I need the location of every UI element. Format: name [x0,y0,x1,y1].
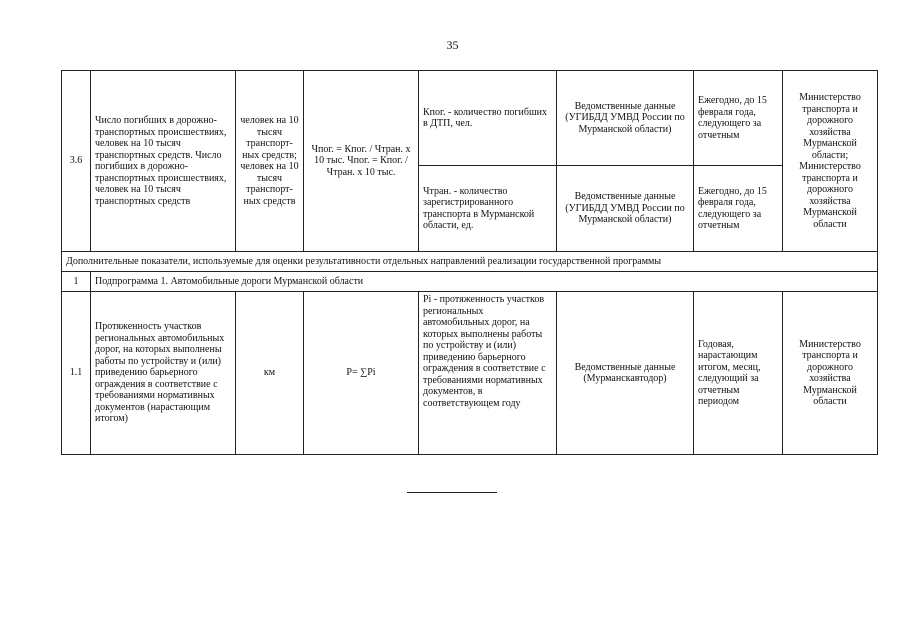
indicator-name: Протяженность участков региональных автомобильных дорог, на которых выполнены работы по устройству и (или) приведению барьерного ограждения в соответствие с требованиями нормативных документов (нарастающим итогом) [91,292,236,455]
section-header-row [62,252,878,272]
table-row-1-1 [62,292,878,455]
subprogram-title: Подпрограмма 1. Автомобильные дороги Мурманской области [91,272,878,292]
source-cell: Ведомственные данные (Мурманскавтодор) [557,292,694,455]
responsible-cell: Министерство транспорта и дорожного хозяйства Мурманской области [783,292,878,455]
period-cell: Годовая, нарастающим итогом, месяц, следующий за отчетным периодом [694,292,783,455]
variable-cell: Pi - протяженность участков региональных автомобильных дорог, на которых выполнены работы по устройству и (или) приведению барьерного ограждения в соответствие с требованиями нормативных документов, в соответствующем году [419,292,557,455]
formula-cell: Чпог. = Кпог. / Чтран. х 10 тыс. Чпог. = Кпог. / Чтран. х 10 тыс. [304,71,419,252]
unit-cell: человек на 10 тысяч транспорт-ных средств; человек на 10 тысяч транспорт-ных средств [236,71,304,252]
source-cell: Ведомственные данные (УГИБДД УМВД России по Мурманской области) [557,166,694,252]
indicator-name: Число погибших в дорожно-транспортных происшествиях, человек на 10 тысяч транспортных средств. Число погибших в дорожно-транспортных происшествиях, человек на 10 тысяч транспортных средств [91,71,236,252]
unit-cell: км [236,292,304,455]
variable-cell: Кпог. - количество погибших в ДТП, чел. [419,71,557,166]
formula-cell: P= ∑Pi [304,292,419,455]
subprogram-number: 1 [62,272,91,292]
table-row-3-6-a [62,71,878,166]
row-number: 3.6 [62,71,91,252]
subprogram-row [62,272,878,292]
period-cell: Ежегодно, до 15 февраля года, следующего за отчетным [694,71,783,166]
section-header: Дополнительные показатели, используемые для оценки результативности отдельных направлений реализации государственной программы [62,252,878,272]
indicators-table [61,70,878,455]
responsible-cell: Министерство транспорта и дорожного хозяйства Мурманской области; Министерство транспорта и дорожного хозяйства Мурманской области [783,71,878,252]
page-number: 35 [446,38,459,52]
footer-divider [407,492,497,493]
period-cell: Ежегодно, до 15 февраля года, следующего за отчетным [694,166,783,252]
variable-cell: Чтран. - количество зарегистрированного транспорта в Мурманской области, ед. [419,166,557,252]
row-number: 1.1 [62,292,91,455]
source-cell: Ведомственные данные (УГИБДД УМВД России по Мурманской области) [557,71,694,166]
